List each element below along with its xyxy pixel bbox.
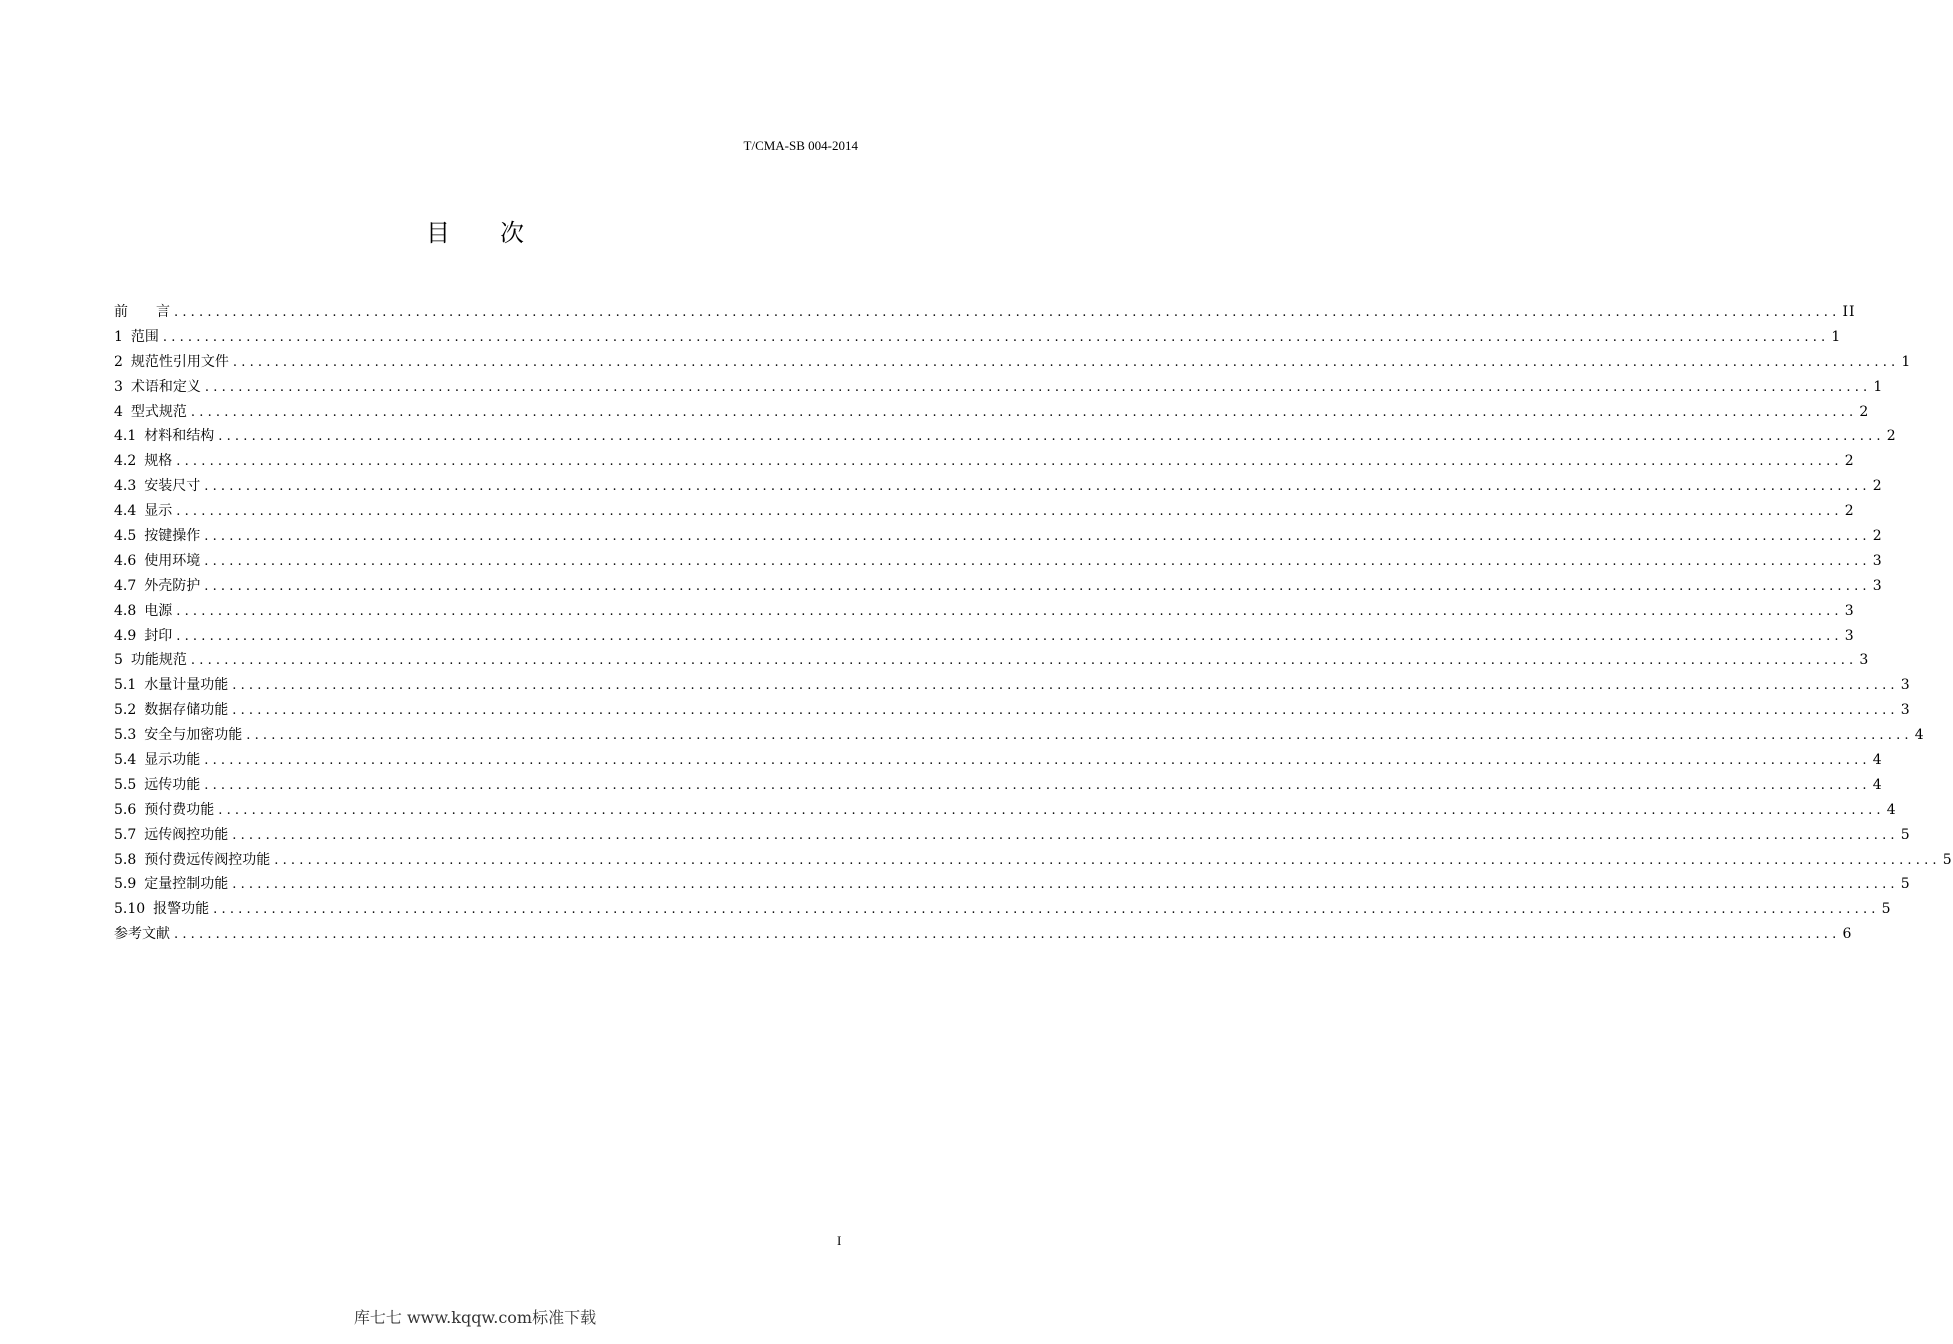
toc-dot-leader: ........................................................................................................................................................................................................	[213, 902, 1880, 918]
toc-entry-label	[114, 798, 218, 823]
toc-entry-label	[114, 549, 204, 574]
toc-entry-page: 3	[1900, 702, 1911, 719]
toc-entry[interactable]	[114, 673, 1911, 698]
toc-entry-label	[114, 648, 191, 673]
toc-entry-number: 5.8	[114, 851, 137, 868]
toc-entry-label	[114, 823, 232, 848]
toc-entry-title: 规范性引用文件	[130, 353, 229, 370]
toc-entry-page: 5	[1942, 851, 1953, 868]
toc-entry[interactable]	[114, 300, 1856, 325]
toc-entry[interactable]	[114, 848, 1953, 873]
toc-entry-page: 1	[1831, 328, 1842, 345]
toc-entry-page: 2	[1872, 478, 1883, 495]
toc-dot-leader: ........................................................................................................................................................................................................	[204, 479, 1871, 495]
toc-entry-title: 显示	[144, 503, 173, 520]
toc-entry[interactable]	[114, 922, 1853, 947]
toc-entry-title: 封印	[144, 627, 173, 644]
toc-entry-title: 安全与加密功能	[144, 727, 243, 744]
toc-entry-page: II	[1842, 304, 1856, 320]
toc-entry-label	[114, 499, 176, 524]
toc-entry[interactable]	[114, 524, 1883, 549]
toc-dot-leader: ........................................................................................................................................................................................................	[232, 703, 1899, 719]
toc-entry-title: 定量控制功能	[144, 876, 229, 893]
toc-entry-label	[114, 723, 246, 748]
toc-entry-label	[114, 773, 204, 798]
toc-entry-title: 术语和定义	[130, 378, 201, 395]
toc-entry-page: 1	[1901, 353, 1912, 370]
toc-entry[interactable]	[114, 400, 1870, 425]
toc-dot-leader: ........................................................................................................................................................................................................	[176, 504, 1843, 520]
toc-entry-title: 远传功能	[144, 776, 201, 793]
toc-entry-label	[114, 300, 174, 325]
toc-entry-title: 参考文献	[114, 926, 170, 943]
toc-entry[interactable]	[114, 773, 1883, 798]
toc-entry[interactable]	[114, 574, 1883, 599]
toc-entry-page: 6	[1842, 926, 1853, 943]
toc-entry-title: 电源	[144, 602, 173, 619]
toc-entry-label	[114, 524, 204, 549]
toc-entry-title: 使用环境	[144, 552, 201, 569]
toc-entry-number: 5.3	[114, 727, 137, 744]
toc-entry-number: 4.9	[114, 627, 137, 644]
toc-dot-leader: ........................................................................................................................................................................................................	[204, 553, 1871, 569]
toc-entry-label	[114, 474, 204, 499]
toc-entry-label	[114, 574, 204, 599]
toc-dot-leader: ........................................................................................................................................................................................................	[274, 852, 1941, 868]
toc-entry-title: 显示功能	[144, 752, 201, 769]
toc-entry-title: 功能规范	[130, 652, 187, 669]
toc-title	[0, 213, 950, 248]
toc-entry-title: 范围	[130, 328, 159, 345]
toc-entry-number: 4.8	[114, 602, 137, 619]
toc-entry-page: 4	[1886, 801, 1897, 818]
toc-entry-title: 远传阀控功能	[144, 826, 229, 843]
toc-list	[114, 300, 1953, 947]
toc-entry-label	[114, 400, 191, 425]
toc-entry-number: 1	[114, 328, 123, 345]
page-number: I	[837, 1233, 842, 1248]
toc-entry-page: 3	[1844, 602, 1855, 619]
toc-entry-label	[114, 748, 204, 773]
toc-entry-title: 规格	[144, 453, 173, 470]
toc-title-left: 目	[426, 219, 450, 247]
toc-entry-page: 5	[1881, 901, 1892, 918]
toc-entry-number: 5.9	[114, 876, 137, 893]
toc-entry[interactable]	[114, 872, 1911, 897]
toc-entry[interactable]	[114, 599, 1855, 624]
toc-dot-leader: ........................................................................................................................................................................................................	[204, 777, 1871, 793]
toc-dot-leader: ........................................................................................................................................................................................................	[204, 753, 1871, 769]
toc-entry-page: 3	[1872, 552, 1883, 569]
toc-entry-label	[114, 698, 232, 723]
toc-entry-label	[114, 897, 213, 922]
toc-entry[interactable]	[114, 698, 1911, 723]
toc-entry[interactable]	[114, 474, 1883, 499]
toc-entry-title: 安装尺寸	[144, 478, 201, 495]
toc-entry-label	[114, 922, 174, 947]
toc-entry-label	[114, 350, 233, 375]
toc-dot-leader: ........................................................................................................................................................................................................	[232, 877, 1899, 893]
toc-title-right: 次	[500, 219, 524, 247]
toc-entry-title: 外壳防护	[144, 577, 201, 594]
toc-entry-number: 5.4	[114, 752, 137, 769]
toc-entry-number: 5.2	[114, 702, 137, 719]
toc-entry[interactable]	[114, 897, 1892, 922]
toc-entry-page: 1	[1873, 378, 1884, 395]
toc-entry-label	[114, 872, 232, 897]
toc-entry-page: 3	[1859, 652, 1870, 669]
toc-dot-leader: ........................................................................................................................................................................................................	[174, 927, 1841, 943]
toc-entry-label	[114, 673, 232, 698]
toc-entry[interactable]	[114, 499, 1855, 524]
toc-entry-label	[114, 424, 218, 449]
toc-entry-page: 2	[1886, 428, 1897, 445]
toc-dot-leader: ........................................................................................................................................................................................................	[176, 628, 1843, 644]
toc-dot-leader: ........................................................................................................................................................................................................	[190, 653, 1858, 669]
toc-entry-number: 4.2	[114, 453, 137, 470]
toc-entry-number: 3	[114, 378, 123, 395]
toc-entry-number: 5	[114, 652, 123, 669]
toc-dot-leader: ........................................................................................................................................................................................................	[232, 678, 1899, 694]
toc-dot-leader: ........................................................................................................................................................................................................	[162, 329, 1830, 345]
toc-dot-leader: ........................................................................................................................................................................................................	[204, 578, 1871, 594]
toc-dot-leader: ........................................................................................................................................................................................................	[204, 529, 1871, 545]
toc-entry-number: 5.5	[114, 776, 137, 793]
toc-entry-number: 4.6	[114, 552, 137, 569]
toc-entry-title: 预付费远传阀控功能	[144, 851, 271, 868]
toc-entry-title: 前 言	[114, 304, 170, 320]
toc-entry-number: 5.10	[114, 901, 146, 918]
toc-entry-number: 4.7	[114, 577, 137, 594]
toc-entry[interactable]	[114, 549, 1883, 574]
toc-entry-title: 水量计量功能	[144, 677, 229, 694]
toc-dot-leader: ........................................................................................................................................................................................................	[246, 728, 1913, 744]
document-code: T/CMA-SB 004-2014	[743, 138, 858, 153]
toc-entry-page: 2	[1872, 528, 1883, 545]
toc-entry-label	[114, 325, 163, 350]
toc-entry-number: 2	[114, 353, 123, 370]
toc-entry-number: 4.5	[114, 528, 137, 545]
toc-entry-page: 3	[1844, 627, 1855, 644]
toc-entry[interactable]	[114, 325, 1842, 350]
toc-dot-leader: ........................................................................................................................................................................................................	[218, 802, 1885, 818]
toc-entry[interactable]	[114, 823, 1911, 848]
toc-entry-title: 按键操作	[144, 528, 201, 545]
toc-entry[interactable]	[114, 798, 1897, 823]
toc-entry-number: 5.1	[114, 677, 137, 694]
toc-entry-page: 4	[1872, 776, 1883, 793]
toc-entry-page: 5	[1900, 826, 1911, 843]
watermark-text: 库七七 www.kqqw.com标准下载	[353, 1308, 597, 1327]
toc-entry[interactable]	[114, 624, 1855, 649]
toc-entry-title: 数据存储功能	[144, 702, 229, 719]
toc-entry-label	[114, 599, 176, 624]
toc-entry-label	[114, 624, 176, 649]
toc-dot-leader: ........................................................................................................................................................................................................	[176, 603, 1843, 619]
toc-entry-title: 报警功能	[153, 901, 210, 918]
toc-dot-leader: ........................................................................................................................................................................................................	[190, 404, 1858, 420]
toc-dot-leader: ........................................................................................................................................................................................................	[232, 827, 1899, 843]
toc-dot-leader: ........................................................................................................................................................................................................	[176, 454, 1843, 470]
toc-entry-label	[114, 375, 205, 400]
toc-entry-page: 2	[1844, 503, 1855, 520]
toc-entry-label	[114, 449, 176, 474]
toc-entry-number: 4.3	[114, 478, 137, 495]
toc-entry[interactable]	[114, 449, 1855, 474]
toc-entry-label	[114, 848, 274, 873]
toc-entry[interactable]	[114, 424, 1897, 449]
toc-entry-number: 5.6	[114, 801, 137, 818]
toc-entry-title: 材料和结构	[144, 428, 215, 445]
toc-entry-page: 3	[1872, 577, 1883, 594]
toc-entry[interactable]	[114, 723, 1925, 748]
toc-entry[interactable]	[114, 748, 1883, 773]
toc-dot-leader: ........................................................................................................................................................................................................	[174, 305, 1841, 320]
toc-entry-page: 2	[1844, 453, 1855, 470]
toc-entry-title: 预付费功能	[144, 801, 215, 818]
toc-entry-page: 4	[1872, 752, 1883, 769]
toc-entry-number: 4	[114, 403, 123, 420]
toc-entry-page: 2	[1859, 403, 1870, 420]
toc-entry-title: 型式规范	[130, 403, 187, 420]
toc-dot-leader: ........................................................................................................................................................................................................	[204, 379, 1872, 395]
toc-entry-number: 4.4	[114, 503, 137, 520]
toc-entry-number: 4.1	[114, 428, 137, 445]
toc-entry-page: 3	[1900, 677, 1911, 694]
toc-entry[interactable]	[114, 648, 1870, 673]
toc-entry-page: 4	[1914, 727, 1925, 744]
toc-dot-leader: ........................................................................................................................................................................................................	[218, 429, 1885, 445]
toc-dot-leader: ........................................................................................................................................................................................................	[232, 354, 1900, 370]
toc-entry-page: 5	[1900, 876, 1911, 893]
toc-entry[interactable]	[114, 375, 1884, 400]
toc-entry-number: 5.7	[114, 826, 137, 843]
toc-entry[interactable]	[114, 350, 1912, 375]
